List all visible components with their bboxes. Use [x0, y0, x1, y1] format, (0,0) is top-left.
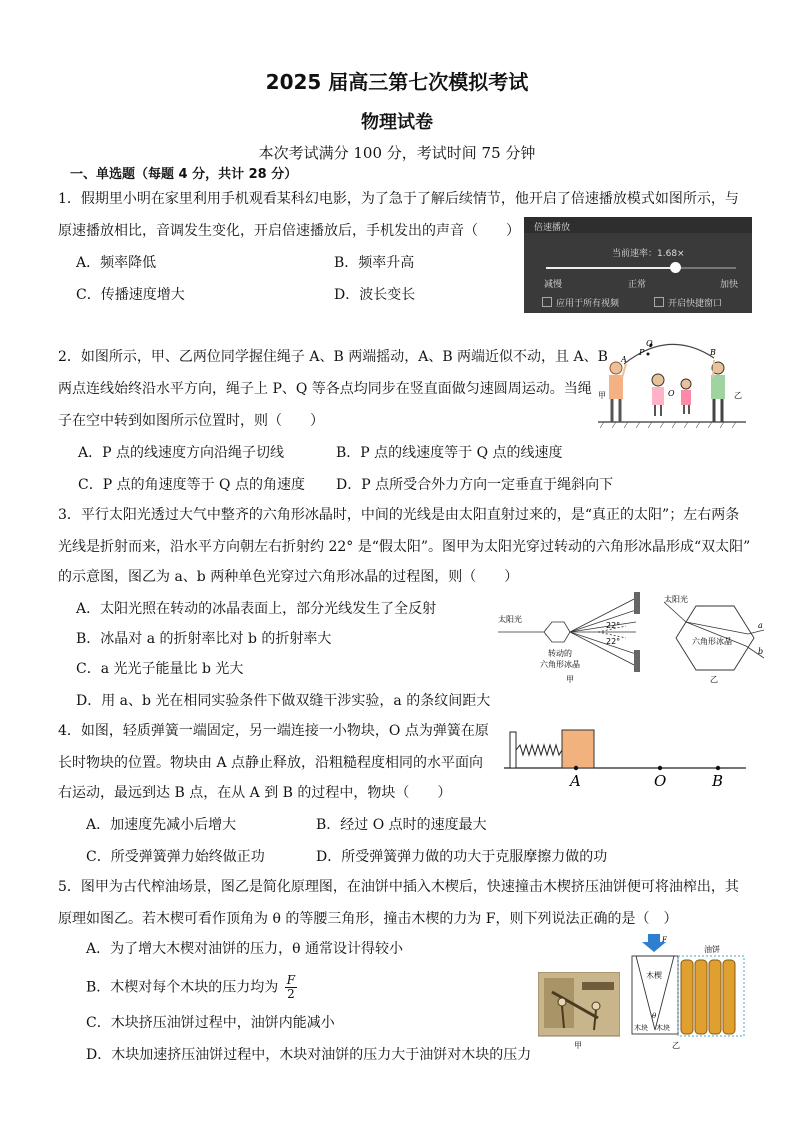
fig3-angle-1: 22° — [606, 621, 621, 630]
checkbox-quick-window[interactable] — [654, 297, 664, 307]
q2-line3: 子在空中转到如图所示位置时，则（ ） — [58, 413, 324, 429]
fig5-label-block1: 木块 — [634, 1024, 648, 1032]
fig5-label-block2: 木块 — [656, 1024, 670, 1032]
ice-crystal-figure-yi — [660, 592, 768, 684]
oil-press-scene-jia — [538, 972, 620, 1052]
rope-swing-figure — [594, 338, 754, 430]
q3-option-a: A．太阳光照在转动的冰晶表面上，部分光线发生了全反射 — [76, 601, 437, 617]
fig4-label-b: B — [712, 772, 724, 790]
q5-fraction — [285, 974, 297, 1001]
q1-option-a: A．频率降低 — [76, 255, 157, 271]
q4-option-d: D．所受弹簧弹力做的功大于克服摩擦力做的功 — [316, 849, 608, 865]
fig5-label-theta: θ — [652, 1012, 657, 1020]
exam-info: 本次考试满分 100 分，考试时间 75 分钟 — [258, 144, 536, 162]
fig3b-sunlight: 太阳光 — [664, 595, 688, 604]
fig5-label-yi: 乙 — [672, 1041, 680, 1050]
fig2-label-b: B — [710, 348, 716, 357]
playback-speed-panel — [524, 217, 752, 313]
section-heading: 一、单选题（每题 4 分，共计 28 分） — [70, 167, 298, 182]
fig3b-label-a: a — [758, 621, 763, 630]
q5-option-a: A．为了增大木楔对油饼的压力，θ 通常设计得较小 — [86, 941, 403, 957]
q1-line1: 1．假期里小明在家里利用手机观看某科幻电影，为了急于了解后续情节，他开启了倍速播放模式如图所示，与 — [58, 191, 739, 207]
checkbox-all-videos[interactable] — [542, 297, 552, 307]
q5-option-c: C．木块挤压油饼过程中，油饼内能减小 — [86, 1015, 335, 1031]
fig2-label-yi: 乙 — [734, 391, 742, 400]
fig3-rotating: 转动的 — [548, 649, 572, 658]
checkbox-all-videos-label: 应用于所有视频 — [556, 299, 620, 309]
q3-line1: 3．平行太阳光透过大气中整齐的六角形冰晶时，中间的光线是由太阳直射过来的，是“真正的太阳”；左右两条 — [58, 507, 740, 523]
exam-title: 2025 届高三第七次模拟考试 — [265, 70, 529, 94]
q4-option-b: B．经过 O 点时的速度最大 — [316, 817, 487, 833]
q2-option-b: B．P 点的线速度等于 Q 点的线速度 — [336, 445, 563, 461]
q3-line3: 的示意图，图乙为 a、b 两种单色光穿过六角形冰晶的过程图，则（ ） — [58, 569, 519, 585]
panel-rate: 当前速率：1.68× — [612, 249, 685, 259]
q5-fraction-num: F — [286, 973, 296, 987]
q2-option-d: D．P 点所受合外力方向一定垂直于绳斜向下 — [336, 477, 614, 493]
q4-line2: 长时物块的位置。物块由 A 点静止释放，沿粗糙程度相同的水平面向 — [58, 755, 484, 771]
fig2-label-p: P — [639, 348, 645, 357]
label-fast: 加快 — [720, 280, 739, 290]
q4-option-c: C．所受弹簧弹力始终做正功 — [86, 849, 265, 865]
fig2-label-q: Q — [646, 339, 653, 348]
q5-line2: 原理如图乙。若木楔可看作顶角为 θ 的等腰三角形，撞击木楔的力为 F，则下列说法正确的是（ ） — [58, 911, 678, 927]
q1-option-b: B．频率升高 — [334, 255, 415, 271]
fig3-sunlight: 太阳光 — [498, 615, 522, 624]
fig5-label-jia: 甲 — [574, 1041, 582, 1050]
fig3b-label-b: b — [758, 647, 764, 656]
spring-block-figure — [504, 726, 748, 792]
fig2-label-a: A — [621, 355, 627, 364]
q1-option-d: D．波长变长 — [334, 287, 416, 303]
fig3-angle-2: 22° — [606, 637, 621, 646]
q4-line3: 右运动，最远到达 B 点，在从 A 到 B 的过程中，物块（ ） — [58, 785, 452, 801]
q2-line2: 两点连线始终沿水平方向，绳子上 P、Q 等各点均同步在竖直面做匀速圆周运动。当绳 — [58, 381, 592, 397]
fig4-label-o: O — [654, 772, 667, 790]
checkbox-quick-window-label: 开启快捷窗口 — [668, 299, 723, 309]
panel-title: 倍速播放 — [534, 223, 571, 233]
q3-line2: 光线是折射而来，沿水平方向朝左右折射约 22° 是“假太阳”。图甲为太阳光穿过转动的六角形冰晶形成“双太阳” — [58, 539, 751, 555]
label-slow: 减慢 — [544, 280, 563, 290]
speed-slider-fill — [546, 267, 675, 269]
q2-option-a: A．P 点的线速度方向沿绳子切线 — [78, 445, 284, 461]
q5-fraction-den: 2 — [287, 987, 295, 1001]
q4-option-a: A．加速度先减小后增大 — [86, 817, 237, 833]
fig4-label-a: A — [570, 772, 581, 790]
q2-option-c: C．P 点的角速度等于 Q 点的角速度 — [78, 477, 305, 493]
q5-line1: 5．图甲为古代榨油场景，图乙是简化原理图，在油饼中插入木楔后，快速撞击木楔挤压油饼便可将油榨出，其 — [58, 879, 739, 895]
fig3-hex-crystal: 六角形冰晶 — [540, 660, 580, 669]
label-normal: 正常 — [628, 280, 647, 290]
q3-option-d: D．用 a、b 光在相同实验条件下做双缝干涉实验，a 的条纹间距大 — [76, 693, 491, 709]
fig3-label-jia: 甲 — [566, 675, 574, 684]
q2-line1: 2．如图所示，甲、乙两位同学握住绳子 A、B 两端摇动，A、B 两端近似不动，且 A、B — [58, 349, 608, 365]
exam-subtitle: 物理试卷 — [361, 112, 433, 133]
q4-line1: 4．如图，轻质弹簧一端固定，另一端连接一小物块，O 点为弹簧在原 — [58, 723, 489, 739]
q5-option-d: D．木块加速挤压油饼过程中，木块对油饼的压力大于油饼对木块的压力 — [86, 1047, 532, 1063]
fig2-label-jia: 甲 — [598, 391, 606, 400]
fig5-label-wedge: 木楔 — [646, 971, 662, 980]
q1-option-c: C．传播速度增大 — [76, 287, 185, 303]
ice-crystal-figure-jia — [494, 592, 650, 684]
q3-option-b: B．冰晶对 a 的折射率比对 b 的折射率大 — [76, 631, 332, 647]
speed-slider-thumb[interactable] — [670, 262, 681, 273]
q5-option-b — [86, 974, 297, 1001]
fig5-label-f: F — [662, 936, 667, 944]
fig2-label-o: O — [668, 389, 675, 398]
wedge-diagram-yi — [626, 934, 752, 1052]
fig3b-hex-crystal: 六角形冰晶 — [692, 637, 732, 646]
q5-option-b-text: B．木楔对每个木块的压力均为 — [86, 979, 279, 996]
q1-line2: 原速播放相比，音调发生变化，开启倍速播放后，手机发出的声音（ ） — [58, 223, 520, 239]
fig5-label-cake: 油饼 — [704, 945, 720, 954]
fig3b-label-yi: 乙 — [710, 675, 718, 684]
q3-option-c: C．a 光光子能量比 b 光大 — [76, 661, 244, 677]
